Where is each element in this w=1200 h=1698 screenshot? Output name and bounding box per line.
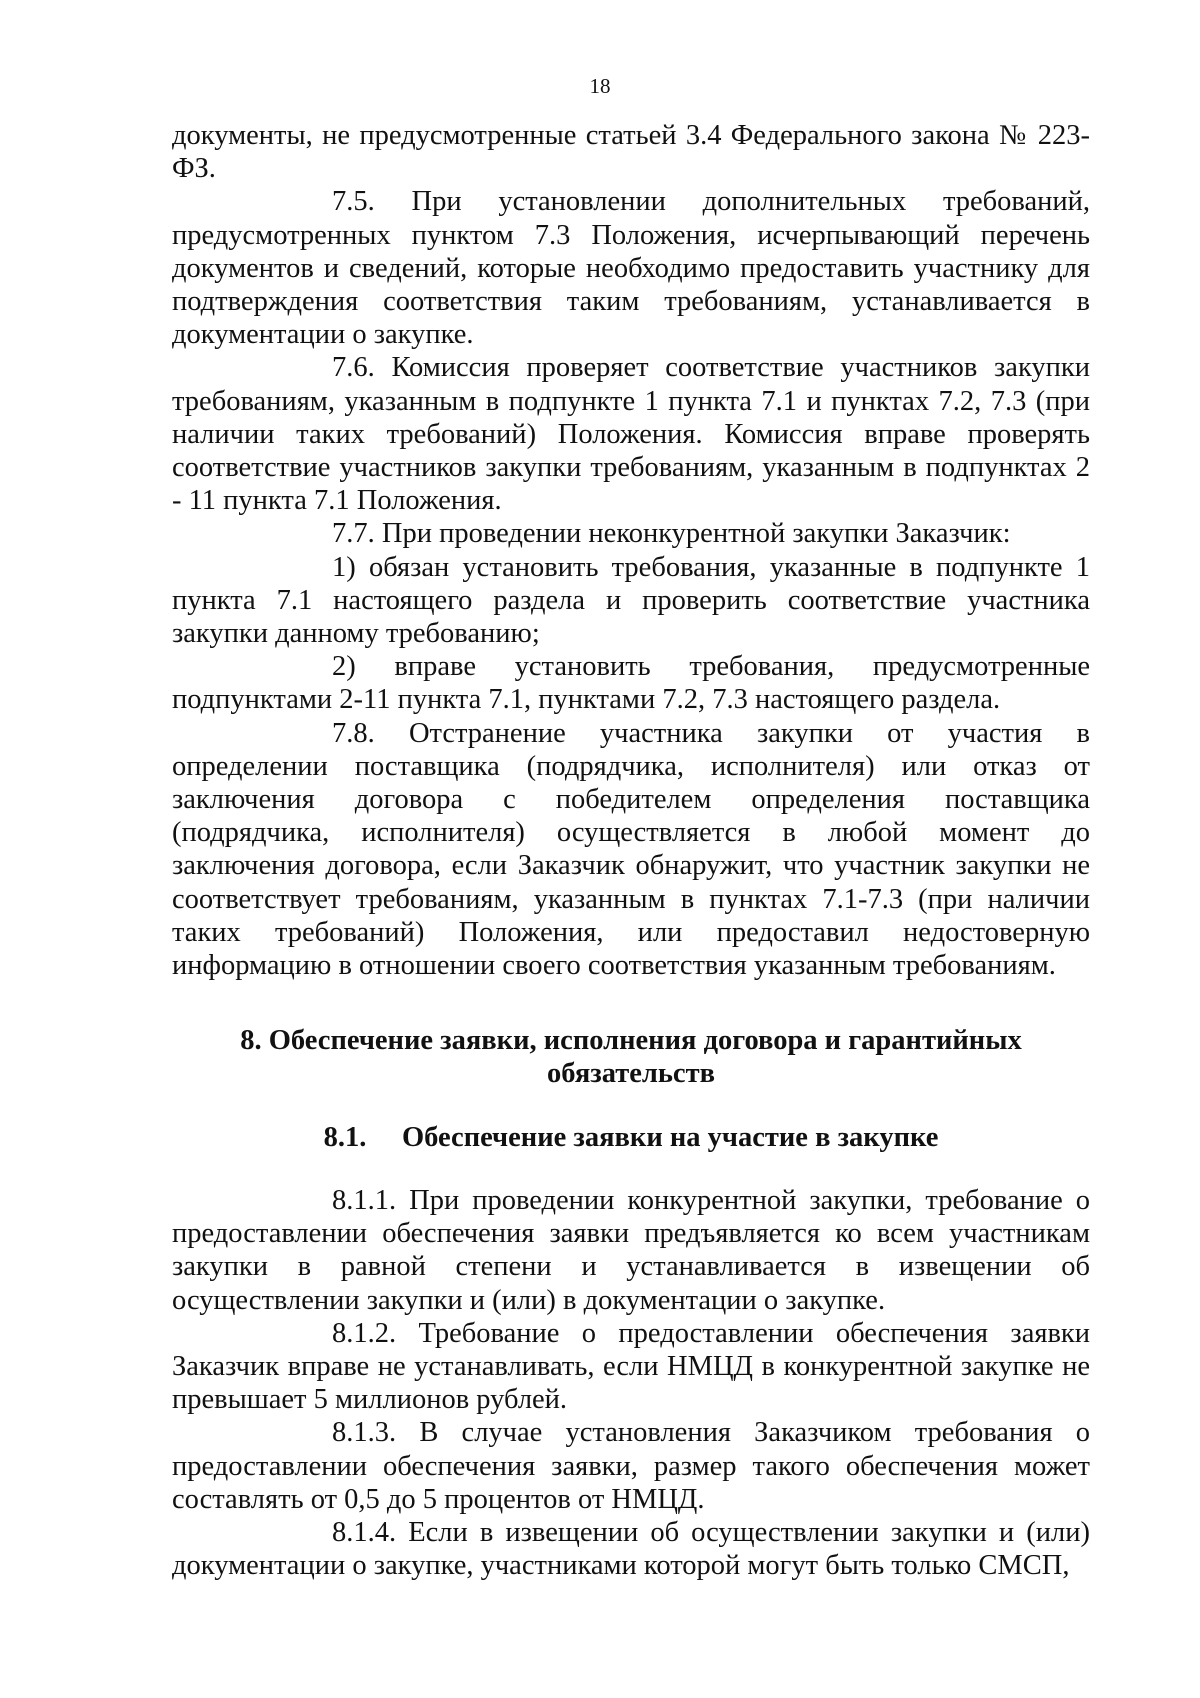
subsection-title: Обеспечение заявки на участие в закупке <box>402 1121 939 1153</box>
paragraph-text: При проведении конкурентной закупки, требование о предоставлении обеспечения заявки предъявляется ко всем участникам закупки в равной степени и устанавливается в извещении об осуществлении закупки и (или) в документации о закупке. <box>172 1184 1090 1316</box>
paragraph-number: 7.8. <box>332 717 375 749</box>
paragraph-8-1-3 <box>172 1416 1090 1516</box>
paragraph-text: Отстранение участника закупки от участия в определении поставщика (подрядчика, исполнителя) или отказ от заключения договора с победителем определения поставщика (подрядчика, исполнителя) осуществляется в любой момент до заключения договора, если Заказчик обнаружит, что участник закупки не соответствует требованиям, указанным в пунктах 7.1-7.3 (при наличии таких требований) Положения, или предоставил недостоверную информацию в отношении своего соответствия указанным требованиям. <box>172 717 1090 982</box>
paragraph-number: 8.1.4. <box>332 1516 397 1548</box>
paragraph-text: При установлении дополнительных требований, предусмотренных пунктом 7.3 Положения, исчерпывающий перечень документов и сведений, которые необходимо предоставить участнику для подтверждения соответствия таким требованиям, устанавливается в документации о закупке. <box>172 186 1091 351</box>
list-item-7-7-1 <box>172 551 1090 651</box>
paragraph-number: 8.1.1. <box>332 1184 397 1216</box>
paragraph-number: 8.1.2. <box>332 1317 397 1349</box>
paragraph-number: 7.5. <box>332 186 375 218</box>
subsection-heading <box>172 1121 1090 1154</box>
list-item-text: вправе установить требования, предусмотренные подпунктами 2-11 пункта 7.1, пунктами 7.2, 7.3 настоящего раздела. <box>172 651 1090 716</box>
paragraph-text: Требование о предоставлении обеспечения заявки Заказчик вправе не устанавливать, если НМЦД в конкурентной закупке не превышает 5 миллионов рублей. <box>172 1317 1091 1416</box>
list-item-7-7-2 <box>172 650 1090 716</box>
paragraph-number: 8.1.3. <box>332 1417 397 1449</box>
paragraph-text: Если в извещении об осуществлении закупки и (или) документации о закупке, участниками которой могут быть только СМСП, <box>172 1516 1090 1582</box>
paragraph-number: 7.6. <box>332 352 375 384</box>
paragraph-text: При проведении неконкурентной закупки Заказчик: <box>381 518 1011 550</box>
list-item-number: 1) <box>332 551 356 583</box>
paragraph-text: Комиссия проверяет соответствие участников закупки требованиям, указанным в подпункте 1 пункта 7.1 и пунктах 7.2, 7.3 (при наличии таких требований) Положения. Комиссия вправе проверять соответствие участников закупки требованиям, указанным в подпунктах 2 - 11 пункта 7.1 Положения. <box>172 352 1090 517</box>
paragraph-7-7 <box>172 517 1090 550</box>
paragraph-number: 7.7. <box>332 518 375 550</box>
paragraph-8-1-1 <box>172 1184 1090 1317</box>
paragraph-text: В случае установления Заказчиком требования о предоставлении обеспечения заявки, размер такого обеспечения может составлять от 0,5 до 5 процентов от НМЦД. <box>172 1417 1091 1515</box>
paragraph-continuation: документы, не предусмотренные статьей 3.4 Федерального закона № 223-ФЗ. <box>172 120 1090 185</box>
paragraph-8-1-4 <box>172 1516 1090 1582</box>
list-item-text: обязан установить требования, указанные в подпункте 1 пункта 7.1 настоящего раздела и проверить соответствие участника закупки данному требованию; <box>172 551 1090 650</box>
page-number: 18 <box>589 74 611 98</box>
subsection-number: 8.1. <box>323 1121 367 1153</box>
list-item-number: 2) <box>332 651 356 683</box>
paragraph-8-1-2 <box>172 1317 1090 1417</box>
paragraph-7-5 <box>172 185 1090 351</box>
document-body <box>172 119 1090 1582</box>
paragraph-7-8 <box>172 717 1090 983</box>
paragraph-7-6 <box>172 351 1090 517</box>
section-heading: 8. Обеспечение заявки, исполнения договора и гарантийных обязательств <box>240 1025 1022 1090</box>
